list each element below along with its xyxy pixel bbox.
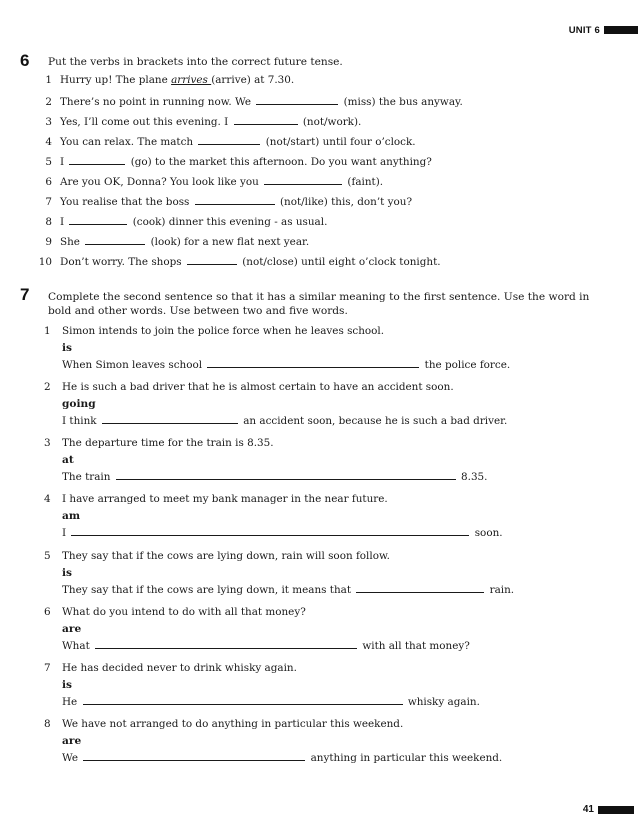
exercise-7-number: 7 bbox=[20, 285, 30, 304]
answer-blank[interactable] bbox=[195, 195, 275, 205]
unit-bar bbox=[604, 26, 638, 34]
answer-blank[interactable] bbox=[95, 639, 357, 649]
answer-blank[interactable] bbox=[187, 255, 237, 265]
ex7-item-8-answer-line: We anything in particular this weekend. bbox=[62, 752, 503, 764]
ex6-item-10: 10 Don’t worry. The shops (not/close) until eight o’clock tonight. bbox=[38, 256, 441, 268]
exercise-6-instruction: Put the verbs in brackets into the correct future tense. bbox=[48, 56, 343, 68]
ex6-item-6: 6 Are you OK, Donna? You look like you (faint). bbox=[45, 176, 384, 188]
ex6-item-1-example-answer: arrives bbox=[171, 74, 212, 86]
ex7-item-3-answer-line: The train 8.35. bbox=[62, 471, 488, 483]
ex6-item-5: 5 I (go) to the market this afternoon. Do you want anything? bbox=[45, 156, 432, 168]
page-number-bar bbox=[598, 806, 634, 814]
answer-blank[interactable] bbox=[264, 175, 342, 185]
unit-label: UNIT 6 bbox=[568, 24, 600, 36]
unit-tag bbox=[569, 23, 638, 37]
ex7-item-4-keyword: am bbox=[62, 510, 81, 522]
ex7-item-1-answer-line: When Simon leaves school the police force. bbox=[62, 359, 511, 371]
ex7-item-2-number: 2 bbox=[44, 381, 51, 393]
answer-blank[interactable] bbox=[83, 751, 305, 761]
answer-blank[interactable] bbox=[198, 135, 260, 145]
answer-blank[interactable] bbox=[85, 235, 145, 245]
answer-blank[interactable] bbox=[83, 695, 403, 705]
exercise-7-instruction: Complete the second sentence so that it has a similar meaning to the first sentence. Use the word in bold and other words. Use between two and five words. bbox=[48, 291, 590, 317]
answer-blank[interactable] bbox=[71, 526, 469, 536]
ex7-item-5-question: They say that if the cows are lying down, rain will soon follow. bbox=[62, 550, 390, 562]
ex7-item-1-question: Simon intends to join the police force when he leaves school. bbox=[62, 325, 385, 337]
ex7-item-2-keyword: going bbox=[62, 398, 96, 410]
ex7-item-3-number: 3 bbox=[44, 437, 51, 449]
ex7-item-5-number: 5 bbox=[44, 550, 51, 562]
ex7-item-2-question: He is such a bad driver that he is almost certain to have an accident soon. bbox=[62, 381, 454, 393]
answer-blank[interactable] bbox=[69, 155, 125, 165]
answer-blank[interactable] bbox=[102, 414, 238, 424]
ex7-item-6-keyword: are bbox=[62, 623, 82, 635]
answer-blank[interactable] bbox=[356, 583, 484, 593]
answer-blank[interactable] bbox=[256, 95, 338, 105]
exercise-6-number: 6 bbox=[20, 51, 30, 70]
ex6-item-7: 7 You realise that the boss (not/like) this, don’t you? bbox=[45, 196, 413, 208]
ex7-item-4-number: 4 bbox=[44, 493, 51, 505]
page-number bbox=[583, 804, 638, 815]
ex6-item-1: 1 Hurry up! The plane arrives (arrive) at 7.30. bbox=[45, 74, 295, 86]
ex7-item-7-number: 7 bbox=[44, 662, 51, 674]
ex7-item-2-answer-line: I think an accident soon, because he is such a bad driver. bbox=[62, 415, 508, 427]
ex7-item-3-question: The departure time for the train is 8.35. bbox=[62, 437, 274, 449]
ex7-item-5-keyword: is bbox=[62, 567, 72, 579]
page-number-label: 41 bbox=[582, 804, 594, 815]
ex7-item-4-question: I have arranged to meet my bank manager in the near future. bbox=[62, 493, 388, 505]
ex7-item-8-keyword: are bbox=[62, 735, 82, 747]
ex7-item-6-number: 6 bbox=[44, 606, 51, 618]
ex7-item-6-question: What do you intend to do with all that money? bbox=[62, 606, 306, 618]
ex7-item-1-keyword: is bbox=[62, 342, 72, 354]
answer-blank[interactable] bbox=[69, 215, 127, 225]
ex7-item-4-answer-line: I soon. bbox=[62, 527, 503, 539]
answer-blank[interactable] bbox=[234, 115, 298, 125]
ex7-item-8-number: 8 bbox=[44, 718, 51, 730]
ex7-item-1-number: 1 bbox=[44, 325, 51, 337]
ex7-item-3-keyword: at bbox=[62, 454, 74, 466]
ex7-item-7-keyword: is bbox=[62, 679, 72, 691]
ex7-item-5-answer-line: They say that if the cows are lying down, it means that rain. bbox=[62, 584, 515, 596]
ex7-item-8-question: We have not arranged to do anything in particular this weekend. bbox=[62, 718, 404, 730]
ex7-item-7-question: He has decided never to drink whisky again. bbox=[62, 662, 297, 674]
ex6-item-3: 3 Yes, I’ll come out this evening. I (not/work). bbox=[45, 116, 362, 128]
ex7-item-6-answer-line: What with all that money? bbox=[62, 640, 470, 652]
ex6-item-8: 8 I (cook) dinner this evening - as usual. bbox=[45, 216, 328, 228]
answer-blank[interactable] bbox=[116, 470, 456, 480]
ex6-item-4: 4 You can relax. The match (not/start) until four o’clock. bbox=[45, 136, 416, 148]
answer-blank[interactable] bbox=[207, 358, 419, 368]
ex6-item-2: 2 There’s no point in running now. We (miss) the bus anyway. bbox=[45, 96, 463, 108]
ex7-item-7-answer-line: He whisky again. bbox=[62, 696, 480, 708]
ex6-item-9: 9 She (look) for a new flat next year. bbox=[45, 236, 310, 248]
